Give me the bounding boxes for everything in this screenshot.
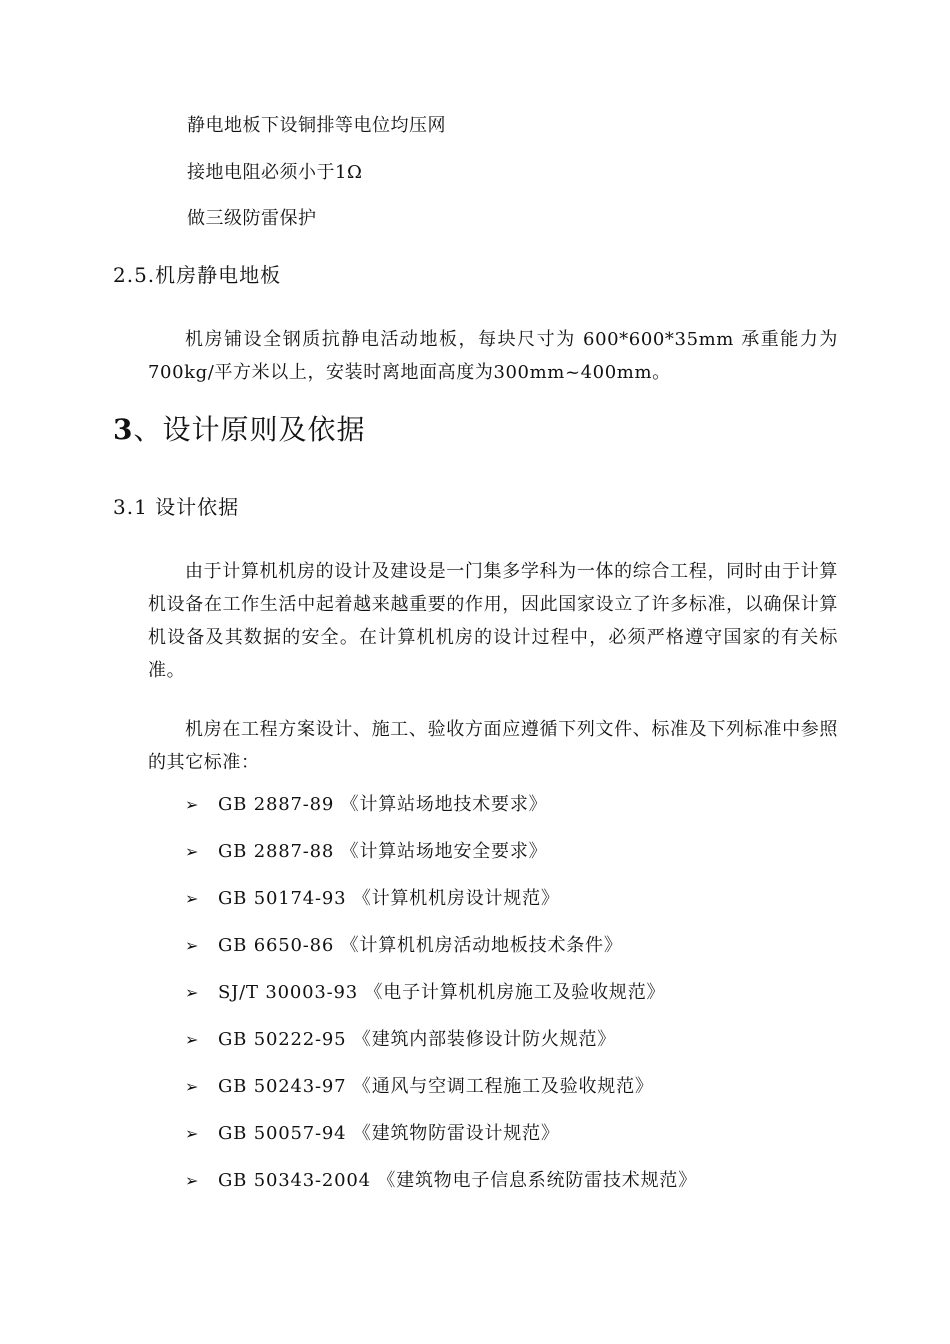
- arrow-bullet-icon: ➢: [185, 842, 200, 861]
- arrow-bullet-icon: ➢: [185, 1030, 200, 1049]
- arrow-bullet-icon: ➢: [185, 795, 200, 814]
- section-3-1-heading: 3.1 设计依据: [113, 495, 240, 519]
- section-2-5-heading: 2.5.机房静电地板: [113, 263, 282, 287]
- section-3-number: 3: [113, 413, 134, 446]
- standard-text: GB 50057-94 《建筑物防雷设计规范》: [218, 1123, 560, 1144]
- arrow-bullet-icon: ➢: [185, 983, 200, 1002]
- standard-item: [185, 1028, 697, 1075]
- standard-item: [185, 1075, 697, 1122]
- standard-text: GB 2887-89 《计算站场地技术要求》: [218, 794, 548, 815]
- standard-item: [185, 840, 697, 887]
- section-3-heading: [113, 413, 366, 447]
- arrow-bullet-icon: ➢: [185, 1077, 200, 1096]
- standard-text: GB 50174-93 《计算机机房设计规范》: [218, 888, 560, 909]
- grounding-resistance-line: 接地电阻必须小于1Ω: [187, 162, 363, 183]
- section-3-title: 、设计原则及依据: [133, 413, 366, 446]
- standard-text: GB 6650-86 《计算机机房活动地板技术条件》: [218, 935, 623, 956]
- arrow-bullet-icon: ➢: [185, 1124, 200, 1143]
- standard-text: GB 50243-97 《通风与空调工程施工及验收规范》: [218, 1076, 654, 1097]
- standard-text: SJ/T 30003-93 《电子计算机机房施工及验收规范》: [218, 982, 666, 1003]
- arrow-bullet-icon: ➢: [185, 1171, 200, 1190]
- section-3-1-paragraph-2: 机房在工程方案设计、施工、验收方面应遵循下列文件、标准及下列标准中参照的其它标准：: [148, 719, 838, 773]
- arrow-bullet-icon: ➢: [185, 889, 200, 908]
- section-2-5-paragraph: 机房铺设全钢质抗静电活动地板，每块尺寸为 600*600*35mm 承重能力为700kg/平方米以上，安装时离地面高度为300mm~400mm。: [148, 329, 838, 383]
- lightning-protection-line: 做三级防雷保护: [187, 208, 317, 229]
- section-3-1-paragraph-1: 由于计算机机房的设计及建设是一门集多学科为一体的综合工程，同时由于计算机设备在工作生活中起着越来越重要的作用，因此国家设立了许多标准，以确保计算机设备及其数据的安全。在计算机机房的设计过程中，必须严格遵守国家的有关标准。: [148, 561, 838, 681]
- standard-item: [185, 1169, 697, 1216]
- standard-item: [185, 1122, 697, 1169]
- standard-text: GB 50222-95 《建筑内部装修设计防火规范》: [218, 1029, 617, 1050]
- arrow-bullet-icon: ➢: [185, 936, 200, 955]
- standard-text: GB 2887-88 《计算站场地安全要求》: [218, 841, 548, 862]
- standard-item: [185, 887, 697, 934]
- standard-text: GB 50343-2004 《建筑物电子信息系统防雷技术规范》: [218, 1170, 697, 1191]
- standard-item: [185, 934, 697, 981]
- standards-list: [185, 793, 697, 1216]
- equipotential-line: 静电地板下设铜排等电位均压网: [187, 115, 446, 136]
- standard-item: [185, 793, 697, 840]
- standard-item: [185, 981, 697, 1028]
